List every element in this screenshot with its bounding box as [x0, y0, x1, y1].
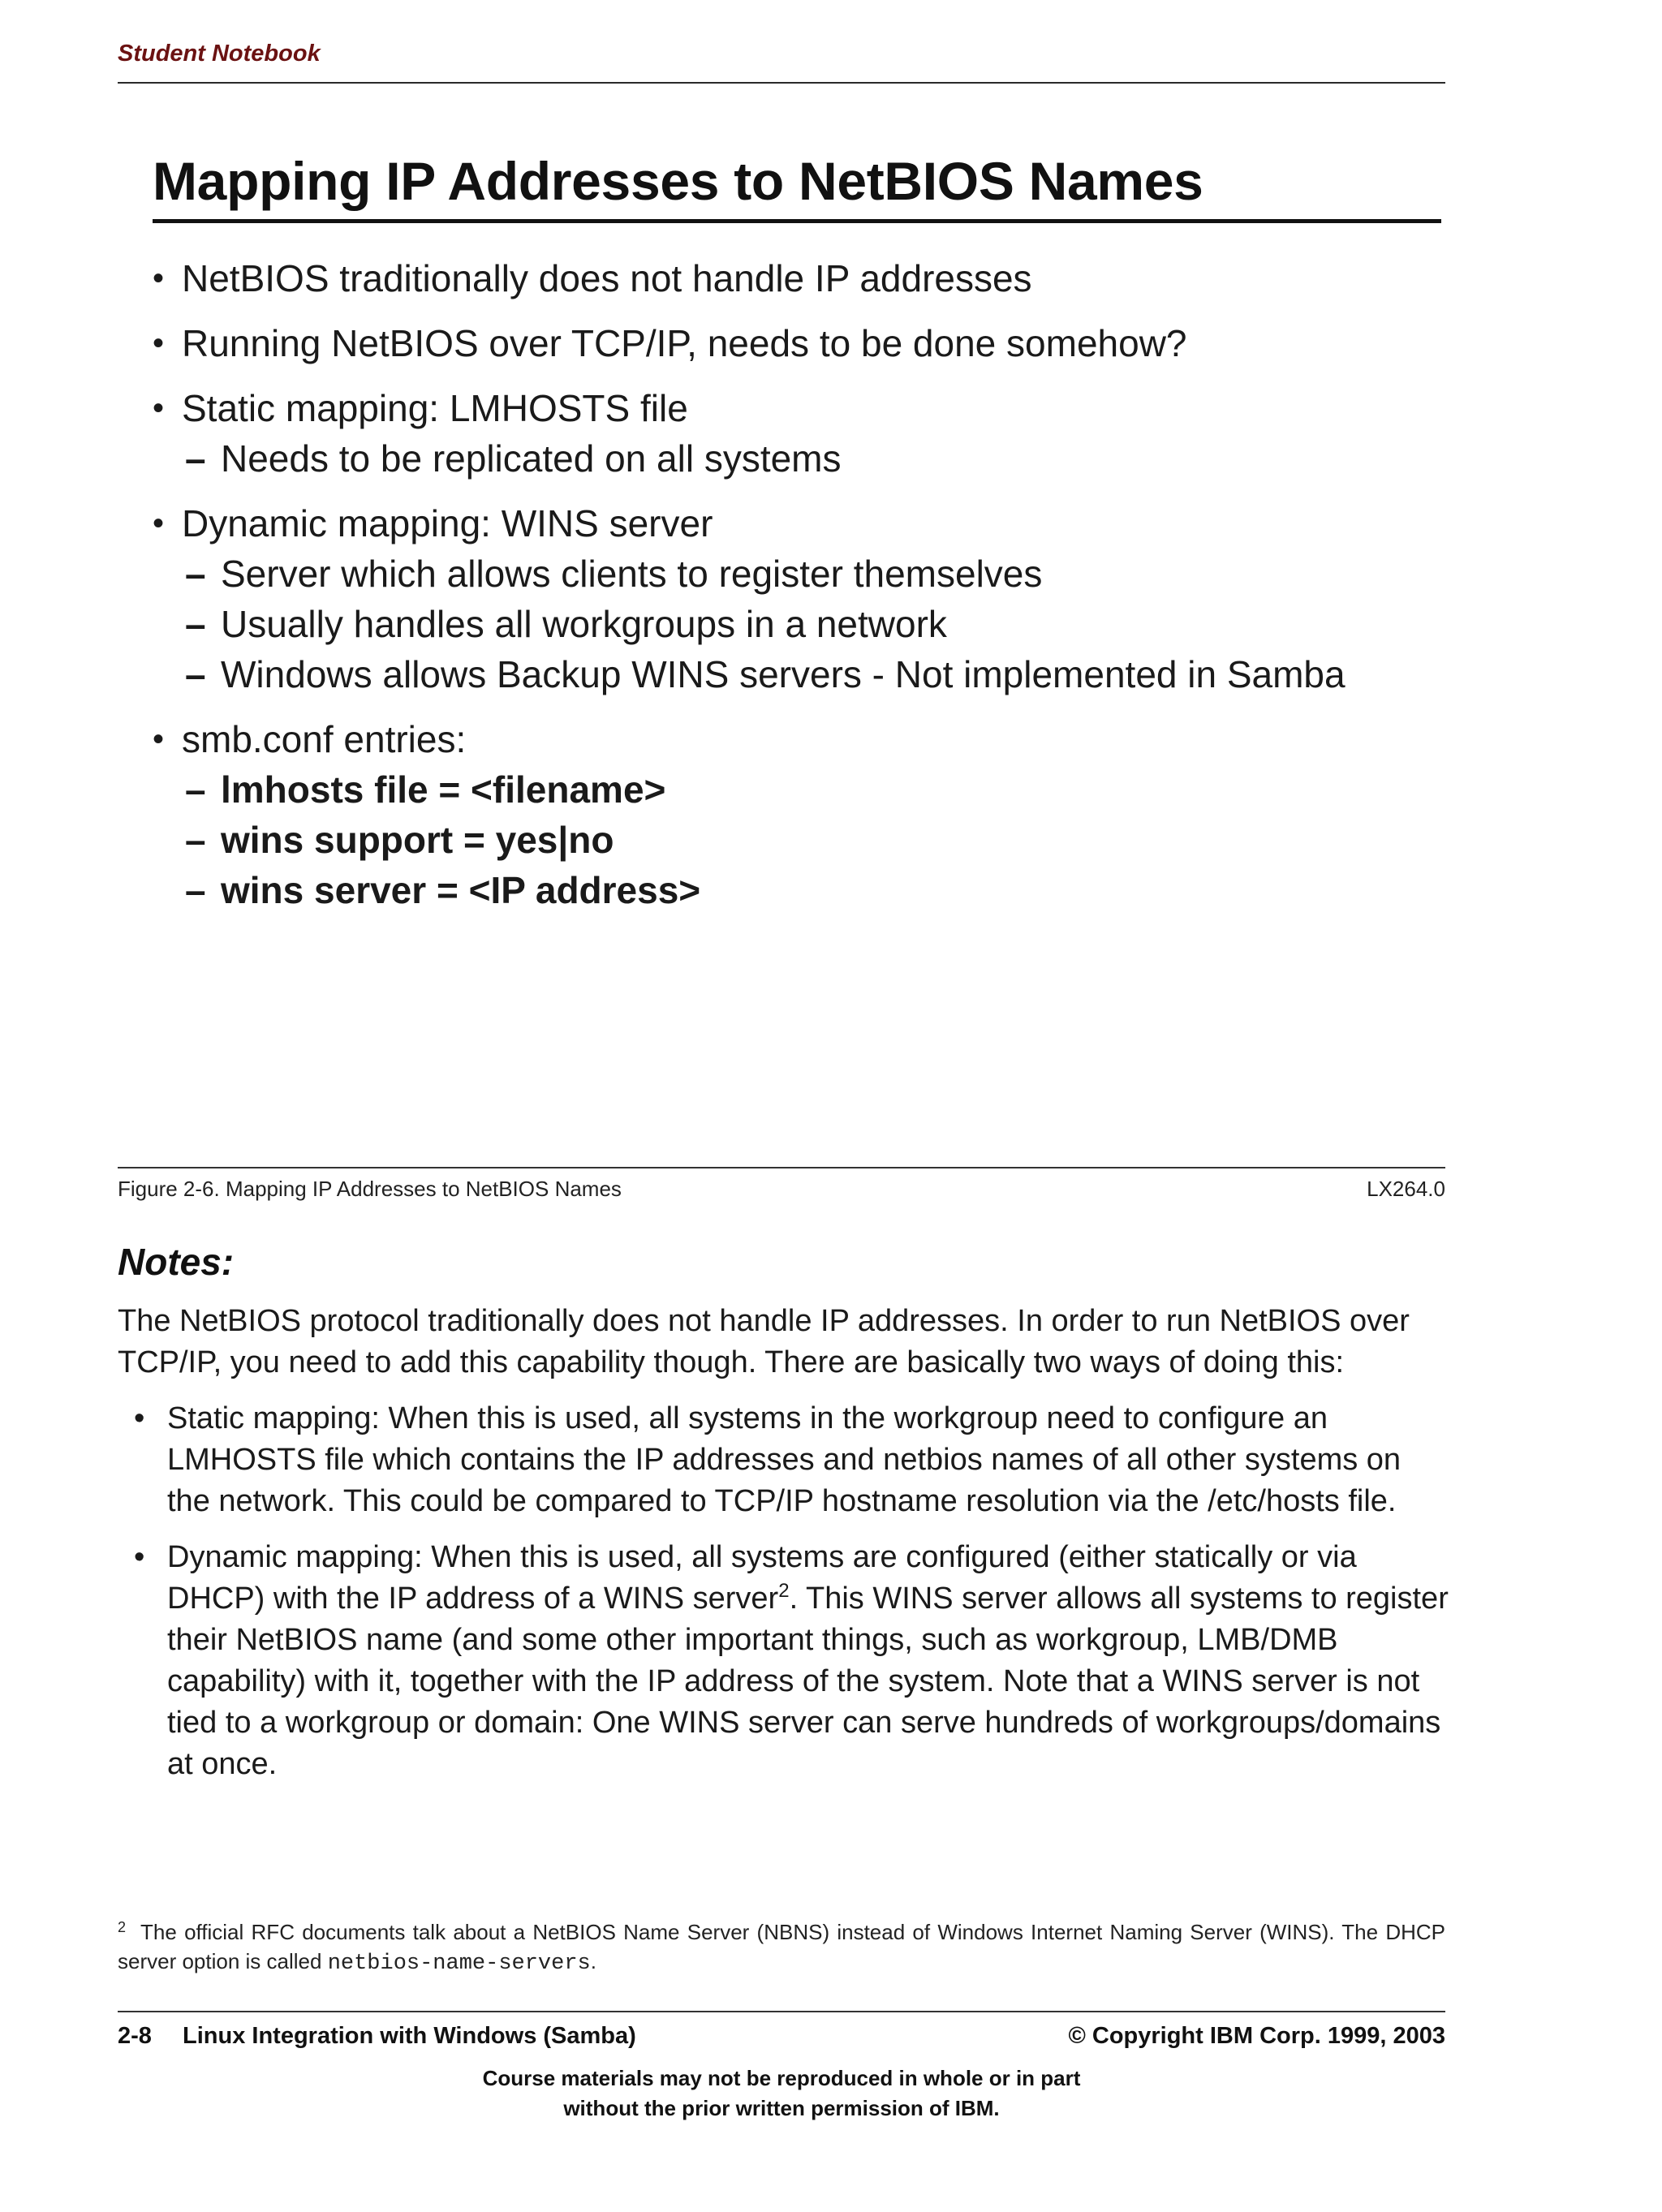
- footnote: [118, 1917, 1445, 1978]
- footnote-mark: 2: [118, 1919, 127, 1935]
- figure-divider: [118, 1167, 1445, 1168]
- notes-intro: The NetBIOS protocol traditionally does not handle IP addresses. In order to run NetBIOS over TCP/IP, you need to add this capability though. There are basically two ways of doing this:: [118, 1304, 1410, 1379]
- slide-sub-list: [182, 764, 1435, 915]
- slide-bullet-text: NetBIOS traditionally does not handle IP addresses: [182, 257, 1032, 299]
- notes-item-text-cont: . This WINS server allows all systems to register their NetBIOS name (and some other important things, such as workgroup, LMB/DMB capability) with it, together with the IP address of the system. Note that a WINS server is not tied to a workgroup or domain: One WINS server can serve hundreds of workgroups/domains at once.: [167, 1582, 1449, 1781]
- slide-sub-bullet: [182, 599, 1435, 649]
- footnote-text: The official RFC documents talk about a NetBIOS Name Server (NBNS) instead of Windows Internet Naming Server (WINS). The DHCP server option is called: [118, 1920, 1445, 1973]
- bullet-dot-icon: •: [153, 260, 165, 296]
- notes-item-dynamic: [118, 1537, 1449, 1785]
- running-header: Student Notebook: [118, 41, 321, 67]
- slide-sub-bullet-text: Windows allows Backup WINS servers - Not implemented in Samba: [221, 653, 1346, 695]
- footnote-reference: 2: [778, 1580, 790, 1602]
- notes-heading: Notes:: [118, 1241, 235, 1283]
- dash-icon: –: [185, 869, 206, 911]
- footer-divider: [118, 2011, 1445, 2012]
- figure-caption: Figure 2-6. Mapping IP Addresses to NetBIOS Names: [118, 1177, 622, 1201]
- title-underline: [153, 219, 1441, 223]
- slide-title: Mapping IP Addresses to NetBIOS Names: [153, 151, 1203, 211]
- slide-sub-bullet-text: Usually handles all workgroups in a network: [221, 603, 947, 645]
- config-entry-lmhosts: lmhosts file = <filename>: [221, 768, 666, 811]
- slide-sub-bullet-text: Server which allows clients to register themselves: [221, 553, 1043, 595]
- config-entry-wins-support: wins support = yes|no: [221, 819, 614, 861]
- dash-icon: –: [185, 768, 206, 811]
- slide-bullet: [153, 383, 1435, 484]
- notes-item-static: [118, 1398, 1449, 1522]
- slide-sub-bullet: [182, 549, 1435, 599]
- bullet-dot-icon: •: [153, 721, 165, 757]
- slide-bullet: [153, 714, 1435, 915]
- slide-sub-bullet: [182, 865, 1435, 915]
- bullet-dot-icon: •: [134, 1540, 145, 1574]
- copyright: © Copyright IBM Corp. 1999, 2003: [1068, 2023, 1445, 2049]
- header-divider: [118, 82, 1445, 84]
- slide-bullet-text: Running NetBIOS over TCP/IP, needs to be done somehow?: [182, 322, 1187, 364]
- legal-line-1: Course materials may not be reproduced in whole or in part: [482, 2066, 1081, 2090]
- slide-bullet-text: Static mapping: LMHOSTS file: [182, 387, 688, 429]
- dash-icon: –: [185, 653, 206, 695]
- dash-icon: –: [185, 603, 206, 645]
- notes-body: [118, 1301, 1449, 1800]
- bullet-dot-icon: •: [153, 506, 165, 541]
- legal-line-2: without the prior written permission of IBM.: [563, 2096, 1000, 2120]
- notes-list: [118, 1398, 1449, 1785]
- slide-sub-bullet-text: Needs to be replicated on all systems: [221, 437, 842, 480]
- slide-bullet: [153, 253, 1435, 303]
- dash-icon: –: [185, 437, 206, 480]
- slide-sub-bullet: [182, 764, 1435, 815]
- slide-sub-bullet: [182, 815, 1435, 865]
- footnote-code: netbios-name-servers: [327, 1952, 591, 1976]
- slide-sub-list: [182, 433, 1435, 484]
- notes-item-text: Dynamic mapping: When this is used, all systems are configured (either statically or via DHCP) with the IP address of a WINS server: [167, 1540, 1357, 1616]
- slide-bullet-text: Dynamic mapping: WINS server: [182, 502, 713, 544]
- dash-icon: –: [185, 553, 206, 595]
- bullet-dot-icon: •: [153, 390, 165, 426]
- config-entry-wins-server: wins server = <IP address>: [221, 869, 701, 911]
- bullet-dot-icon: •: [153, 325, 165, 361]
- slide-bullet: [153, 498, 1435, 699]
- slide-bullet: [153, 318, 1435, 368]
- slide-sub-bullet: [182, 649, 1357, 699]
- slide-bullet-text: smb.conf entries:: [182, 718, 467, 760]
- footnote-end: .: [590, 1949, 596, 1973]
- legal-notice: [118, 2064, 1445, 2124]
- notes-item-text: Static mapping: When this is used, all systems in the workgroup need to configure an LMHOSTS file which contains the IP addresses and netbios names of all other systems on the network. This could be compared to TCP/IP hostname resolution via the /etc/hosts file.: [167, 1401, 1402, 1518]
- figure-course-code: LX264.0: [1367, 1177, 1445, 1201]
- page-number: 2-8: [118, 2023, 152, 2049]
- course-title: Linux Integration with Windows (Samba): [183, 2023, 636, 2049]
- slide-sub-bullet: [182, 433, 1435, 484]
- slide-sub-list: [182, 549, 1435, 699]
- footer-left: [118, 2023, 636, 2050]
- slide-bullet-list: [153, 253, 1435, 930]
- dash-icon: –: [185, 819, 206, 861]
- bullet-dot-icon: •: [134, 1401, 145, 1435]
